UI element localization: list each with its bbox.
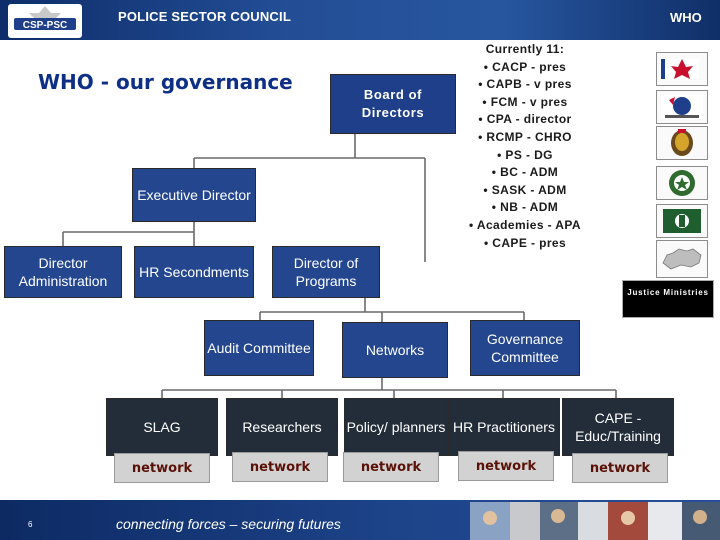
logo-text: CSP-PSC <box>22 20 68 31</box>
networks-label: Networks <box>365 342 425 358</box>
hr-secondments-label: HR Secondments <box>139 264 249 280</box>
network-label: network <box>360 459 422 475</box>
audit-committee-label: Audit Committee <box>207 340 311 356</box>
member-item: • SASK - ADM <box>458 182 592 200</box>
network-label: network <box>249 459 311 475</box>
researchers-label: Researchers <box>242 419 322 435</box>
slag-box <box>106 398 218 456</box>
canada-map-icon <box>656 240 708 278</box>
network-bar <box>114 453 210 483</box>
governance-committee-box <box>470 320 580 376</box>
member-item: • BC - ADM <box>458 164 592 182</box>
director-of-programs-label: Director of Programs <box>293 255 359 289</box>
header-title: POLICE SECTOR COUNCIL <box>118 9 291 24</box>
director-of-programs-box <box>272 246 380 298</box>
policy-planners-box <box>344 398 448 456</box>
network-bar <box>572 453 668 483</box>
policy-planners-label: Policy/ planners <box>346 419 446 435</box>
network-bar <box>232 452 328 482</box>
board-of-directors-label: Board of Directors <box>361 87 425 120</box>
member-item: • CACP - pres <box>458 59 592 77</box>
capb-logo-icon <box>656 90 708 124</box>
member-item: • Academies - APA <box>458 217 592 235</box>
cape-educ-training-box <box>562 398 674 456</box>
network-bar <box>458 451 554 481</box>
audit-committee-box <box>204 320 314 376</box>
director-administration-label: Director Administration <box>18 255 108 289</box>
members-heading: Currently 11: <box>485 42 565 56</box>
member-item: • FCM - v pres <box>458 94 592 112</box>
board-members-list <box>458 41 592 252</box>
governance-committee-label: Governance Committee <box>486 331 564 365</box>
page-number: 6 <box>28 520 33 529</box>
footer-photo-strip <box>470 502 720 540</box>
section-label: WHO <box>670 10 702 25</box>
director-administration-box <box>4 246 122 298</box>
cpa-crest-icon <box>656 126 708 160</box>
hr-practitioners-label: HR Practitioners <box>453 419 555 435</box>
network-bar <box>343 452 439 482</box>
member-item: • CPA - director <box>458 111 592 129</box>
executive-director-label: Executive Director <box>137 187 251 203</box>
member-item: • CAPB - v pres <box>458 76 592 94</box>
network-label: network <box>589 460 651 476</box>
board-of-directors-box <box>330 74 456 134</box>
network-label: network <box>475 458 537 474</box>
academy-logo-icon <box>656 204 708 238</box>
slag-label: SLAG <box>143 419 181 435</box>
member-item: • RCMP - CHRO <box>458 129 592 147</box>
slide-title: WHO - our governance <box>38 70 293 94</box>
justice-ministries-badge: Justice Ministries <box>622 280 714 318</box>
researchers-box <box>226 398 338 456</box>
network-label: network <box>131 460 193 476</box>
cacp-logo-icon <box>656 52 708 86</box>
public-safety-logo-icon <box>656 166 708 200</box>
member-item: • NB - ADM <box>458 199 592 217</box>
footer-tagline: connecting forces – securing futures <box>116 516 341 532</box>
hr-practitioners-box <box>448 398 560 456</box>
hr-secondments-box <box>134 246 254 298</box>
cape-educ-training-label: CAPE - Educ/Training <box>575 410 661 444</box>
member-item: • CAPE - pres <box>458 235 592 253</box>
networks-box <box>342 322 448 378</box>
member-item: • PS - DG <box>458 147 592 165</box>
executive-director-box <box>132 168 256 222</box>
